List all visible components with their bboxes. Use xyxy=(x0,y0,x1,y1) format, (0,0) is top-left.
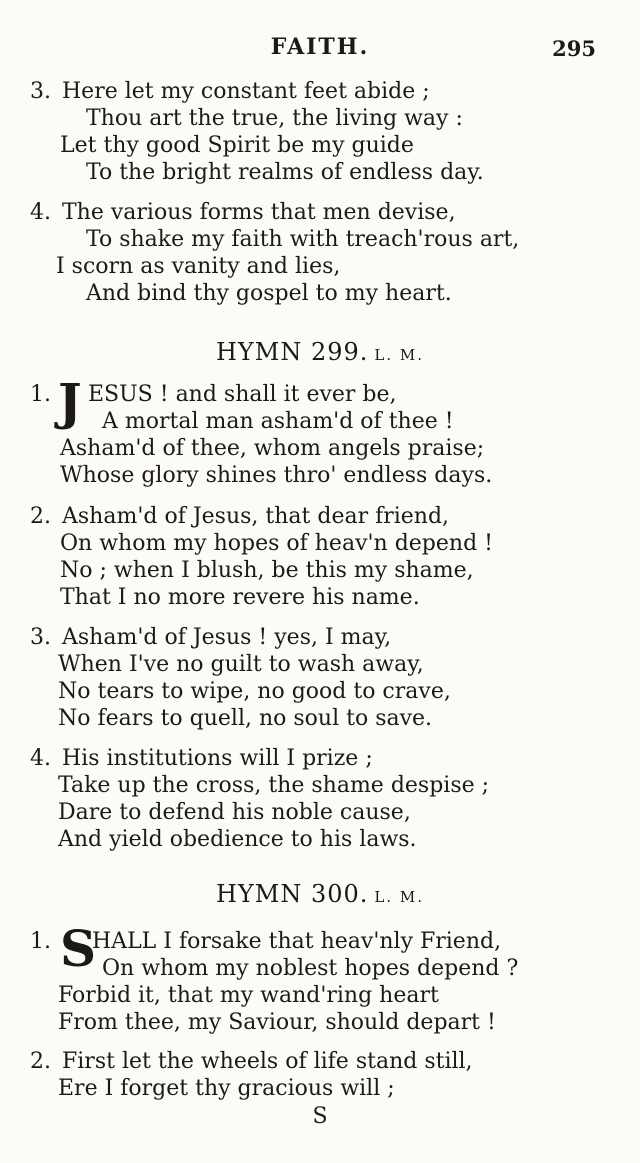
verse-line: Thou art the true, the living way : xyxy=(86,106,463,131)
verse-number: 4. xyxy=(30,746,51,771)
verse-line: When I've no guilt to wash away, xyxy=(58,652,424,677)
verse-line: Asham'd of Jesus, that dear friend, xyxy=(62,504,450,529)
verse-line: And yield obedience to his laws. xyxy=(58,827,417,852)
verse-number: 3. xyxy=(30,79,51,104)
verse-line: Take up the cross, the shame despise ; xyxy=(58,773,490,798)
verse-line: Dare to defend his noble cause, xyxy=(58,800,411,825)
verse-line: The various forms that men devise, xyxy=(62,200,456,225)
verse-line: Ere I forget thy gracious will ; xyxy=(58,1076,395,1101)
verse-line: His institutions will I prize ; xyxy=(62,746,373,771)
verse-line: No fears to quell, no soul to save. xyxy=(58,706,433,731)
verse-line: Let thy good Spirit be my guide xyxy=(60,133,414,158)
drop-cap: J xyxy=(58,372,82,431)
verse-line: That I no more revere his name. xyxy=(60,585,420,610)
verse-number: 3. xyxy=(30,625,51,650)
verse-line: Whose glory shines thro' endless days. xyxy=(60,463,493,488)
page-number: 295 xyxy=(552,36,596,61)
hymn-title: HYMN 299. xyxy=(215,338,369,366)
verse-line: Forbid it, that my wand'ring heart xyxy=(58,983,439,1008)
verse-line: Asham'd of thee, whom angels praise; xyxy=(60,436,485,461)
signature-mark: S xyxy=(312,1104,328,1129)
verse-line: Asham'd of Jesus ! yes, I may, xyxy=(62,625,392,650)
verse-line: To shake my faith with treach'rous art, xyxy=(86,227,520,252)
verse-line: To the bright realms of endless day. xyxy=(86,160,484,185)
verse-line: I scorn as vanity and lies, xyxy=(56,254,341,279)
hymn-meter: L. M. xyxy=(374,346,425,364)
verse-number: 4. xyxy=(30,200,51,225)
verse-line: From thee, my Saviour, should depart ! xyxy=(58,1010,496,1035)
hymn-300-heading xyxy=(0,880,640,908)
verse-number: 2. xyxy=(30,504,51,529)
hymn-title: HYMN 300. xyxy=(215,880,369,908)
verse-line: HALL I forsake that heav'nly Friend, xyxy=(92,929,502,954)
hymn-299-heading xyxy=(0,338,640,366)
verse-line: A mortal man asham'd of thee ! xyxy=(102,409,454,434)
verse-line: First let the wheels of life stand still, xyxy=(62,1049,473,1074)
verse-line: On whom my hopes of heav'n depend ! xyxy=(60,531,493,556)
running-title: FAITH. xyxy=(270,34,370,60)
page-header xyxy=(0,34,640,64)
verse-line: And bind thy gospel to my heart. xyxy=(86,281,452,306)
verse-line: No ; when I blush, be this my shame, xyxy=(60,558,474,583)
verse-number: 1. xyxy=(30,382,51,407)
drop-cap: S xyxy=(60,919,97,978)
verse-line: ESUS ! and shall it ever be, xyxy=(88,382,397,407)
verse-line: Here let my constant feet abide ; xyxy=(62,79,430,104)
verse-line: On whom my noblest hopes depend ? xyxy=(102,956,519,981)
verse-line: No tears to wipe, no good to crave, xyxy=(58,679,451,704)
hymn-meter: L. M. xyxy=(374,888,425,906)
verse-number: 2. xyxy=(30,1049,51,1074)
verse-number: 1. xyxy=(30,929,51,954)
